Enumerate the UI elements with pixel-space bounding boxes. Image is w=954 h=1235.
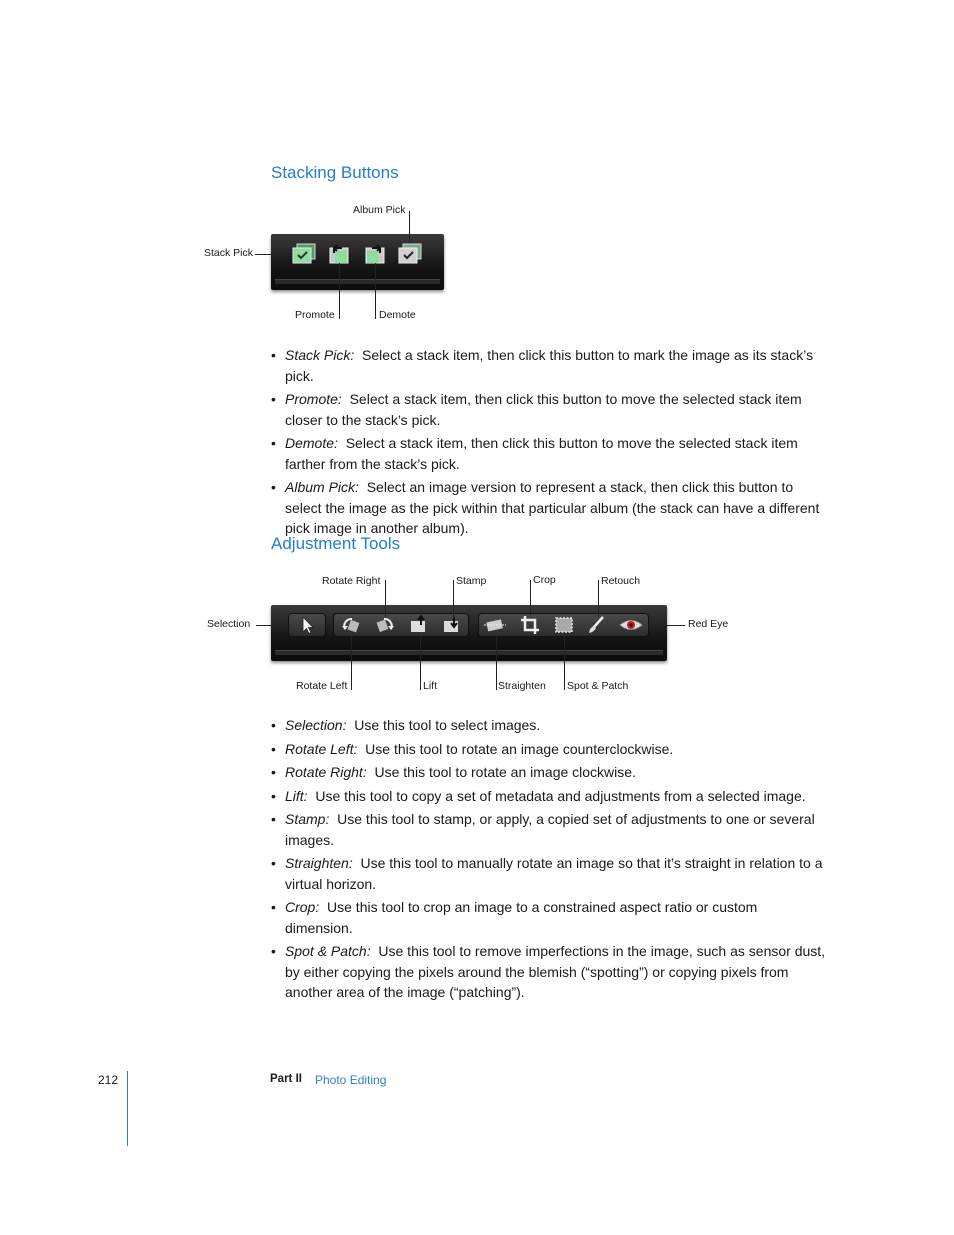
leader-straighten xyxy=(496,636,497,690)
leader-selection xyxy=(256,625,290,626)
adjustment-toolbar xyxy=(271,605,667,661)
rotate-right-icon xyxy=(374,615,396,635)
callout-red-eye: Red Eye xyxy=(688,618,729,630)
page-number: 212 xyxy=(98,1073,119,1087)
crop-tool-button[interactable] xyxy=(515,614,545,636)
stacking-toolbar xyxy=(271,234,444,290)
album-pick-icon xyxy=(397,243,423,265)
stacking-bullet-list xyxy=(271,345,827,542)
footer-part: Part II xyxy=(270,1073,302,1085)
callout-album-pick: Album Pick xyxy=(353,204,406,216)
leader-rotate-left xyxy=(351,636,352,690)
callout-rotate-left: Rotate Left xyxy=(296,680,348,692)
selection-tool-button[interactable] xyxy=(292,614,322,636)
list-item: • Promote: Select a stack item, then click this button to move the selected stack item closer to the stack’s pick. xyxy=(271,389,827,430)
adjustment-tools-heading: Adjustment Tools xyxy=(271,534,401,553)
list-item: • Spot & Patch: Use this tool to remove imperfections in the image, such as sensor dust, by either copying the pixels around the blemish (“spotting”) or copying pixels from another area of the image (“patching”). xyxy=(271,941,827,1003)
rotate-right-tool-button[interactable] xyxy=(370,614,400,636)
callout-straighten: Straighten xyxy=(498,680,546,692)
list-item: • Straighten: Use this tool to manually rotate an image so that it’s straight in relation to a virtual horizon. xyxy=(271,853,827,894)
stamp-icon xyxy=(441,615,463,635)
arrow-pointer-icon xyxy=(297,615,317,635)
leader-album-pick xyxy=(409,211,410,243)
rotate-left-icon xyxy=(340,615,362,635)
leader-lift xyxy=(420,636,421,690)
lift-icon xyxy=(408,615,430,635)
demote-button[interactable] xyxy=(360,243,390,265)
leader-retouch xyxy=(598,580,599,617)
stack-pick-button[interactable] xyxy=(289,243,319,265)
callout-lift: Lift xyxy=(423,680,438,692)
eye-icon xyxy=(618,615,644,635)
callout-selection: Selection xyxy=(207,618,251,630)
leader-promote xyxy=(339,263,340,319)
brush-icon xyxy=(586,615,608,635)
red-eye-tool-button[interactable] xyxy=(616,614,646,636)
list-item: • Demote: Select a stack item, then click this button to move the selected stack item farther from the stack’s pick. xyxy=(271,433,827,474)
toolbar-rail xyxy=(275,279,440,284)
footer-rule xyxy=(127,1071,128,1146)
spot-patch-tool-button[interactable] xyxy=(549,614,579,636)
album-pick-button[interactable] xyxy=(395,243,425,265)
lift-tool-button[interactable] xyxy=(404,614,434,636)
callout-spot-patch: Spot & Patch xyxy=(567,680,629,692)
list-item: • Rotate Left: Use this tool to rotate an image counterclockwise. xyxy=(271,739,827,760)
leader-rotate-right xyxy=(385,580,386,617)
spot-patch-icon xyxy=(553,615,575,635)
leader-red-eye xyxy=(648,625,685,626)
toolbar-rail xyxy=(275,650,663,655)
callout-retouch: Retouch xyxy=(601,575,641,587)
rotate-left-tool-button[interactable] xyxy=(336,614,366,636)
list-item: • Selection: Use this tool to select images. xyxy=(271,715,827,736)
promote-icon xyxy=(326,243,352,265)
callout-promote: Promote xyxy=(295,309,335,321)
list-item: • Album Pick: Select an image version to represent a stack, then click this button to select the image as the pick within that particular album (the stack can have a different pick image in another album). xyxy=(271,477,827,539)
straighten-tool-button[interactable] xyxy=(480,614,510,636)
callout-stack-pick: Stack Pick xyxy=(204,247,254,259)
leader-spot-patch xyxy=(564,636,565,690)
leader-stack-pick xyxy=(255,254,288,255)
leader-demote xyxy=(375,263,376,319)
list-item: • Stack Pick: Select a stack item, then click this button to mark the image as its stack’s pick. xyxy=(271,345,827,386)
stamp-tool-button[interactable] xyxy=(437,614,467,636)
retouch-tool-button[interactable] xyxy=(582,614,612,636)
stacking-buttons-heading: Stacking Buttons xyxy=(271,163,399,182)
adjustment-bullet-list xyxy=(271,715,827,1006)
promote-button[interactable] xyxy=(324,243,354,265)
list-item: • Rotate Right: Use this tool to rotate an image clockwise. xyxy=(271,762,827,783)
leader-stamp xyxy=(453,580,454,617)
callout-crop: Crop xyxy=(533,574,556,586)
callout-stamp: Stamp xyxy=(456,575,487,587)
callout-rotate-right: Rotate Right xyxy=(322,575,381,587)
demote-icon xyxy=(362,243,388,265)
list-item: • Lift: Use this tool to copy a set of metadata and adjustments from a selected image. xyxy=(271,786,827,807)
crop-icon xyxy=(520,615,540,635)
stack-pick-icon xyxy=(291,243,317,265)
footer-section-link[interactable]: Photo Editing xyxy=(315,1073,387,1087)
straighten-icon xyxy=(483,615,507,635)
list-item: • Crop: Use this tool to crop an image to a constrained aspect ratio or custom dimension. xyxy=(271,897,827,938)
callout-demote: Demote xyxy=(379,309,416,321)
list-item: • Stamp: Use this tool to stamp, or apply, a copied set of adjustments to one or several images. xyxy=(271,809,827,850)
leader-crop xyxy=(530,580,531,615)
